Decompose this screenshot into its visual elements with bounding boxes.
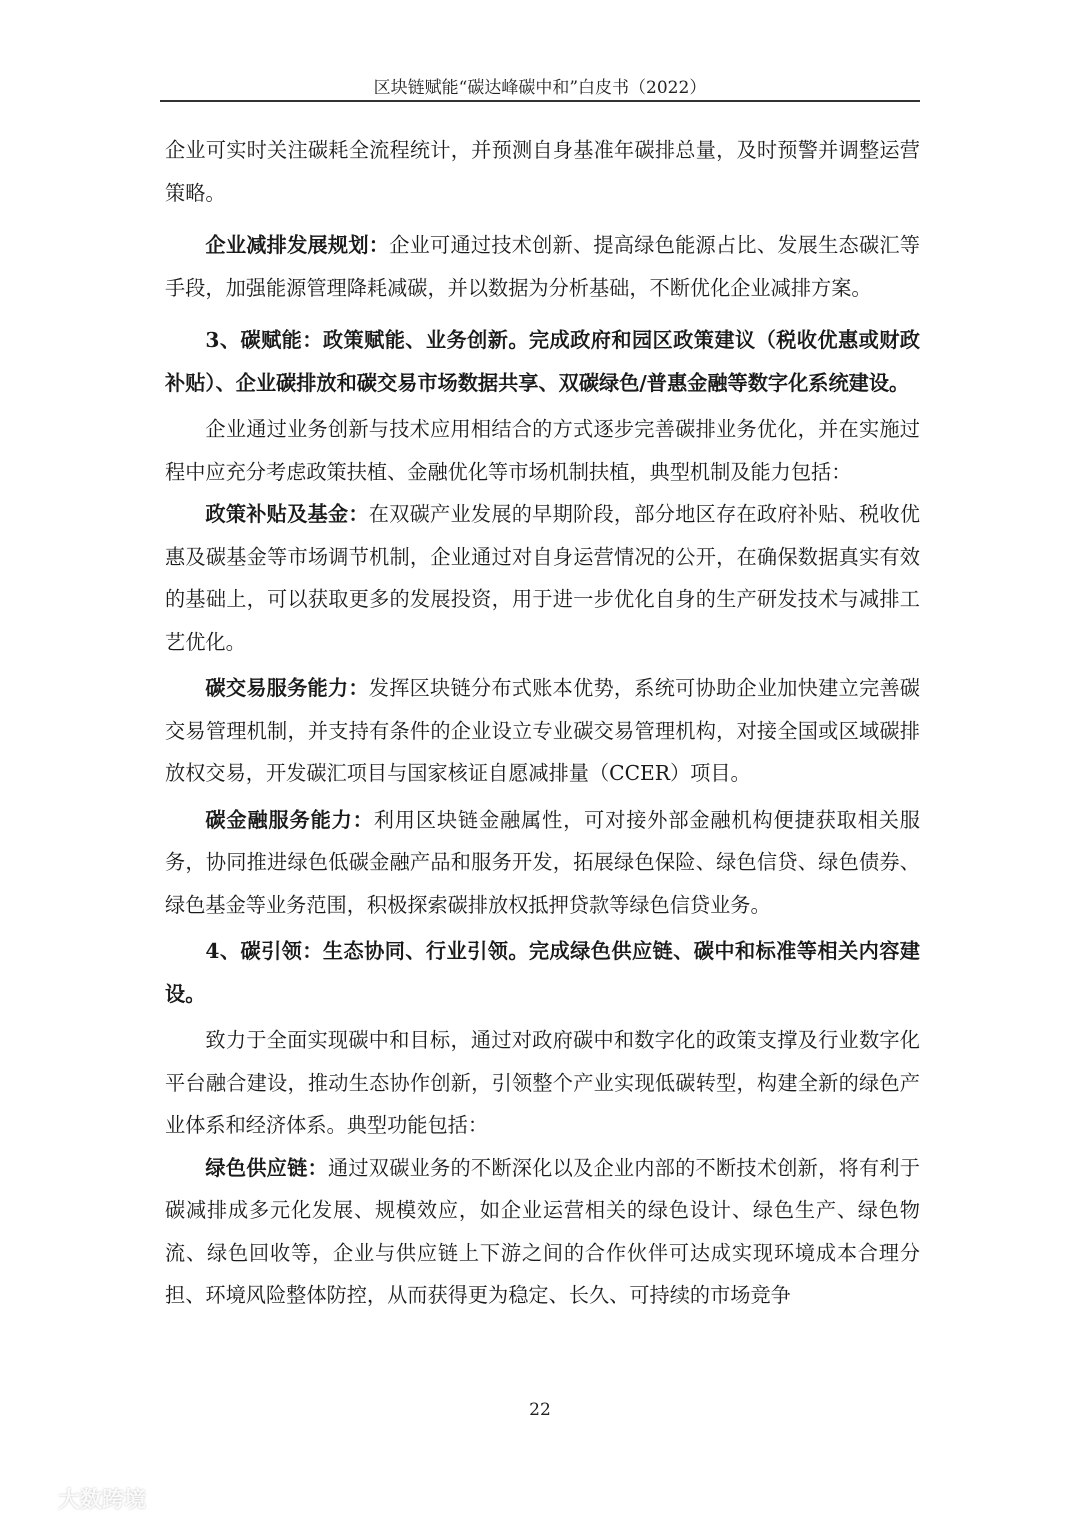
paragraph-text: 发挥区块链分布式账本优势，系统可协助企业加快建立完善碳交易管理机制，并支持有条件的企业设立专业碳交易管理机构，对接全国或区域碳排放权交易，开发碳汇项目与国家核证自愿减排量（CCER）项目。 bbox=[165, 676, 920, 785]
header-divider bbox=[160, 100, 920, 102]
paragraph-text: 企业可实时关注碳耗全流程统计，并预测自身基准年碳排总量，及时预警并调整运营策略。 bbox=[165, 138, 920, 205]
paragraph-carbon-trading bbox=[165, 667, 920, 795]
watermark bbox=[8, 1480, 146, 1516]
paragraph-intro-functions bbox=[165, 1019, 920, 1147]
paragraph-lead: 碳金融服务能力： bbox=[205, 807, 374, 832]
paragraph-text: 企业通过业务创新与技术应用相结合的方式逐步完善碳排业务优化，并在实施过程中应充分考虑政策扶植、金融优化等市场机制扶植，典型机制及能力包括： bbox=[165, 417, 920, 484]
watermark-text: 大数跨境 bbox=[58, 1487, 147, 1513]
running-header-title: 区块链赋能“碳达峰碳中和”白皮书（2022） bbox=[373, 78, 707, 98]
paragraph-lead: 政策补贴及基金： bbox=[205, 502, 369, 526]
paragraph-subsidy-fund bbox=[165, 493, 920, 663]
paragraph-text: 企业可通过技术创新、提高绿色能源占比、发展生态碳汇等手段，加强能源管理降耗减碳，并以数据为分析基础，不断优化企业减排方案。 bbox=[165, 233, 920, 300]
paragraph-green-supply-chain bbox=[165, 1147, 920, 1317]
heading-text: 3、碳赋能：政策赋能、业务创新。完成政府和园区政策建议（税收优惠或财政补贴）、企业碳排放和碳交易市场数据共享、双碳绿色/普惠金融等数字化系统建设。 bbox=[165, 328, 920, 395]
paragraph-lead: 绿色供应链： bbox=[205, 1155, 328, 1180]
paragraph-text: 致力于全面实现碳中和目标，通过对政府碳中和数字化的政策支撑及行业数字化平台融合建设，推动生态协作创新，引领整个产业实现低碳转型，构建全新的绿色产业体系和经济体系。典型功能包括： bbox=[165, 1028, 920, 1137]
heading-text: 4、碳引领：生态协同、行业引领。完成绿色供应链、碳中和标准等相关内容建设。 bbox=[165, 939, 920, 1006]
paragraph-lead: 企业减排发展规划： bbox=[205, 233, 390, 257]
paragraph-text: 在双碳产业发展的早期阶段，部分地区存在政府补贴、税收优惠及碳基金等市场调节机制，企业通过对自身运营情况的公开，在确保数据真实有效的基础上，可以获取更多的发展投资，用于进一步优化自身的生产研发技术与减排工艺优化。 bbox=[165, 502, 920, 654]
paragraph-emission-planning bbox=[165, 224, 920, 309]
section-heading-3 bbox=[165, 319, 920, 404]
body-text bbox=[165, 129, 920, 1317]
paragraph-carbon-finance bbox=[165, 799, 920, 927]
paragraph-intro-mechanisms bbox=[165, 408, 920, 493]
paragraph-text: 通过双碳业务的不断深化以及企业内部的不断技术创新，将有利于碳减排成多元化发展、规模效应，如企业运营相关的绿色设计、绿色生产、绿色物流、绿色回收等，企业与供应链上下游之间的合作伙伴可达成实现环境成本合理分担、环境风险整体防控，从而获得更为稳定、长久、可持续的市场竞争 bbox=[165, 1155, 920, 1307]
section-heading-4 bbox=[165, 930, 920, 1015]
page-number: 22 bbox=[529, 1400, 551, 1420]
chat-bubble-logo-icon bbox=[8, 1485, 52, 1511]
paragraph-lead: 碳交易服务能力： bbox=[205, 676, 369, 700]
paragraph-continued bbox=[165, 129, 920, 214]
paragraph-text: 利用区块链金融属性，可对接外部金融机构便捷获取相关服务，协同推进绿色低碳金融产品和服务开发，拓展绿色保险、绿色信贷、绿色债券、绿色基金等业务范围，积极探索碳排放权抵押贷款等绿色信贷业务。 bbox=[165, 807, 920, 917]
